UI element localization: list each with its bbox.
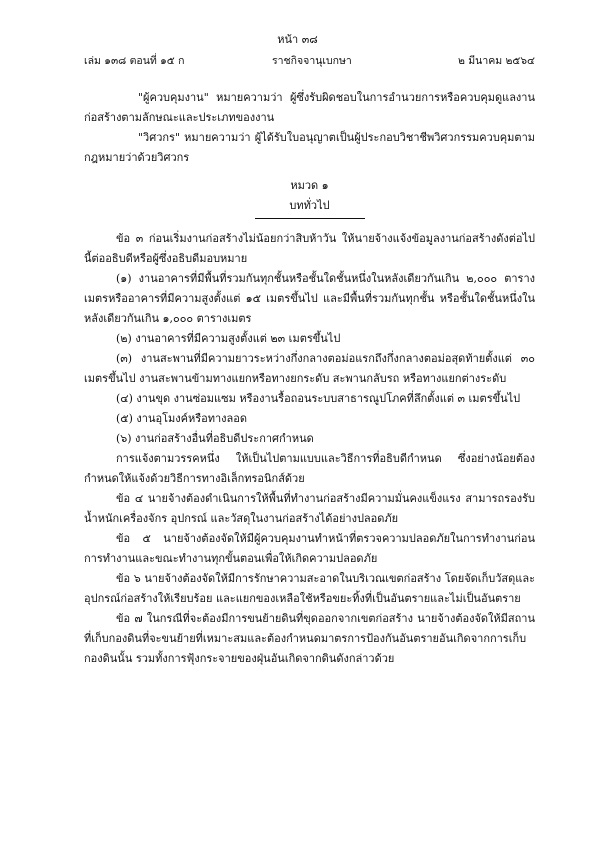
clause-paragraph: การแจ้งตามวรรคหนึ่ง ให้เป็นไปตามแบบและวิธีการที่อธิบดีกำหนด ซึ่งอย่างน้อยต้องกำหนดให้แจ้งด้วยวิธีการทางอิเล็กทรอนิกส์ด้วย [84,452,535,485]
document-body [84,88,535,669]
page-number: หน้า ๓๘ [277,33,318,46]
clause-paragraph: ข้อ ๕ นายจ้างต้องจัดให้มีผู้ควบคุมงานทำหน้าที่ตรวจความปลอดภัยในการทำงานก่อนการทำงานและขณะทำงานทุกขั้นตอนเพื่อให้เกิดความปลอดภัย [84,532,535,565]
clause-paragraph: ข้อ ๔ นายจ้างต้องดำเนินการให้พื้นที่ทำงานก่อสร้างมีความมั่นคงแข็งแรง สามารถรองรับน้ำหนักเครื่องจักร อุปกรณ์ และวัสดุในงานก่อสร้างได้อย่างปลอดภัย [84,492,535,525]
volume-issue: เล่ม ๑๓๘ ตอนที่ ๑๕ ก [84,55,185,67]
clause-list [84,229,535,669]
clause-paragraph: (๓) งานสะพานที่มีความยาวระหว่างกึ่งกลางตอม่อแรกถึงกึ่งกลางตอม่อสุดท้ายตั้งแต่ ๓๐ เมตรขึ้นไป งานสะพานข้ามทางแยกหรือทางยกระดับ สะพานกลับรถ หรือทางแยกต่างระดับ [84,352,535,385]
definition-paragraph: "วิศวกร" หมายความว่า ผู้ได้รับใบอนุญาตเป็นผู้ประกอบวิชาชีพวิศวกรรมควบคุมตามกฎหมายว่าด้วยวิศวกร [84,131,535,164]
clause-paragraph: (๒) งานอาคารที่มีความสูงตั้งแต่ ๒๓ เมตรขึ้นไป [116,332,341,345]
clause-paragraph: (๕) งานอุโมงค์หรือทางลอด [116,412,248,425]
chapter-number: หมวด ๑ [290,179,329,192]
definition-paragraph: "ผู้ควบคุมงาน" หมายความว่า ผู้ซึ่งรับผิดชอบในการอำนวยการหรือควบคุมดูแลงานก่อสร้างตามลักษณะและประเภทของงาน [84,91,535,124]
clause-paragraph: ข้อ ๗ ในกรณีที่จะต้องมีการขนย้ายดินที่ขุดออกจากเขตก่อสร้าง นายจ้างต้องจัดให้มีสถานที่เก็บกองดินที่จะขนย้ายที่เหมาะสมและต้องกำหนดมาตรการป้องกันอันตรายอันเกิดจากการเก็บกองดินนั้น รวมทั้งการฟุ้งกระจายของฝุ่นอันเกิดจากดินดังกล่าวด้วย [84,612,535,665]
clause-paragraph: (๑) งานอาคารที่มีพื้นที่รวมกันทุกชั้นหรือชั้นใดชั้นหนึ่งในหลังเดียวกันเกิน ๒,๐๐๐ ตารางเมตรหรืออาคารที่มีความสูงตั้งแต่ ๑๕ เมตรขึ้นไป และมีพื้นที่รวมกันทุกชั้น หรือชั้นใดชั้นหนึ่งในหลังเดียวกันเกิน ๑,๐๐๐ ตารางเมตร [84,272,535,325]
clause-paragraph: (๖) งานก่อสร้างอื่นที่อธิบดีประกาศกำหนด [116,432,314,445]
clause-paragraph: ข้อ ๓ ก่อนเริ่มงานก่อสร้างไม่น้อยกว่าสิบห้าวัน ให้นายจ้างแจ้งข้อมูลงานก่อสร้างดังต่อไปนี้ต่ออธิบดีหรือผู้ซึ่งอธิบดีมอบหมาย [84,232,535,265]
issue-date: ๒ มีนาคม ๒๕๖๔ [457,55,535,67]
running-header [84,52,535,66]
chapter-title: บททั่วไป [289,199,330,212]
clause-paragraph: ข้อ ๖ นายจ้างต้องจัดให้มีการรักษาความสะอาดในบริเวณเขตก่อสร้าง โดยจัดเก็บวัสดุและอุปกรณ์ก่อสร้างให้เรียบร้อย และแยกของเหลือใช้หรือขยะทิ้งที่เป็นอันตรายและไม่เป็นอันตราย [84,572,535,605]
chapter-divider [255,218,365,219]
gazette-title: ราชกิจจานุเบกษา [272,55,352,67]
clause-paragraph: (๔) งานขุด งานซ่อมแซม หรืองานรื้อถอนระบบสาธารณูปโภคที่ลึกตั้งแต่ ๓ เมตรขึ้นไป [116,392,521,405]
